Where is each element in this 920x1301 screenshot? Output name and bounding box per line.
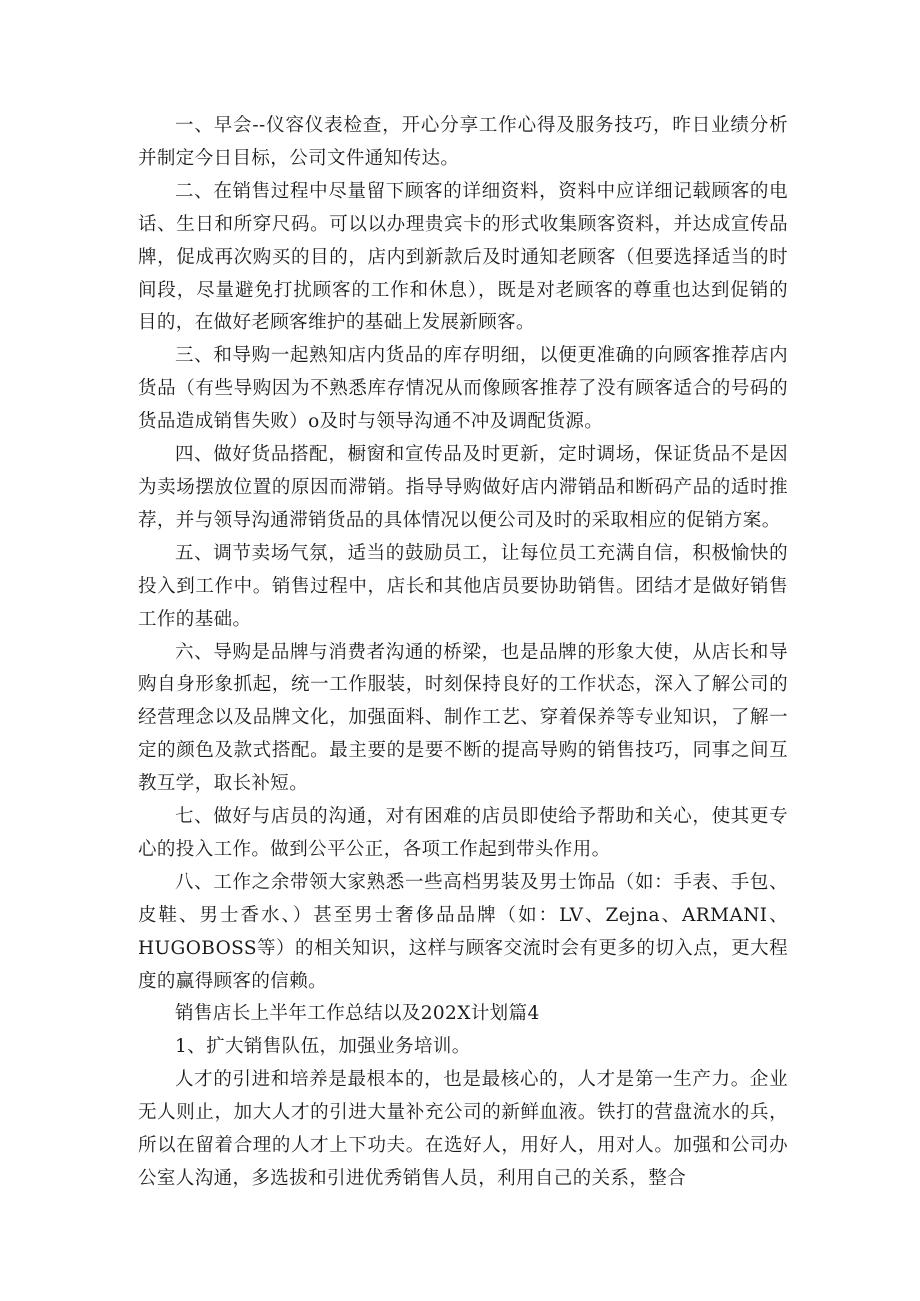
paragraph-merchandising: 四、做好货品搭配，橱窗和宣传品及时更新，定时调场，保证货品不是因为卖场摆放位置的原因而滞销。指导导购做好店内滞销品和断码产品的适时推荐，并与领导沟通滞销货品的具体情况以便公司及时的采取相应的促销方案。 (138, 444, 788, 531)
paragraph-morning-meeting: 一、早会--仪容仪表检查，开心分享工作心得及服务技巧，昨日业绩分析并制定今日目标，公司文件通知传达。 (138, 115, 788, 169)
section-heading: 销售店长上半年工作总结以及202X计划篇4 (175, 1003, 540, 1025)
paragraph-atmosphere: 五、调节卖场气氛，适当的鼓励员工，让每位员工充满自信，积极愉快的投入到工作中。销售过程中，店长和其他店员要协助销售。团结才是做好销售工作的基础。 (138, 542, 788, 630)
paragraph-staff-communication: 七、做好与店员的沟通，对有困难的店员即使给予帮助和关心，使其更专心的投入工作。做到公平公正，各项工作起到带头作用。 (138, 806, 788, 860)
paragraph-expand-team: 1、扩大销售队伍，加强业务培训。 (175, 1036, 471, 1058)
paragraph-brand-image: 六、导购是品牌与消费者沟通的桥梁，也是品牌的形象大使，从店长和导购自身形象抓起，统一工作服装，时刻保持良好的工作状态，深入了解公司的经营理念以及品牌文化，加强面料、制作工艺、穿着保养等专业知识，了解一定的颜色及款式搭配。最主要的是要不断的提高导购的销售技巧，同事之间互教互学，取长补短。 (138, 641, 788, 795)
paragraph-inventory: 三、和导购一起熟知店内货品的库存明细，以便更准确的向顾客推荐店内货品（有些导购因为不熟悉库存情况从而像顾客推荐了没有顾客适合的号码的货品造成销售失败）o及时与领导沟通不冲及调配货源。 (138, 345, 788, 433)
paragraph-talent: 人才的引进和培养是最根本的，也是最核心的，人才是第一生产力。企业无人则止，加大人才的引进大量补充公司的新鲜血液。铁打的营盘流水的兵，所以在留着合理的人才上下功夫。在选好人，用好人，用对人。加强和公司办公室人沟通，多选拔和引进优秀销售人员，利用自己的关系，整合 (138, 1069, 788, 1189)
paragraph-customer-records: 二、在销售过程中尽量留下顾客的详细资料，资料中应详细记载顾客的电话、生日和所穿尺码。可以以办理贵宾卡的形式收集顾客资料，并达成宣传品牌，促成再次购买的目的，店内到新款后及时通知老顾客（但要选择适当的时间段，尽量避免打扰顾客的工作和休息），既是对老顾客的尊重也达到促销的目的，在做好老顾客维护的基础上发展新顾客。 (138, 180, 788, 334)
paragraph-product-knowledge: 八、工作之余带领大家熟悉一些高档男装及男士饰品（如：手表、手包、皮鞋、男士香水、）甚至男士奢侈品品牌（如：LV、Zejna、ARMANI、HUGOBOSS等）的相关知识，这样与顾客交流时会有更多的切入点，更大程度的赢得顾客的信赖。 (138, 871, 788, 992)
document-page (138, 110, 788, 1196)
